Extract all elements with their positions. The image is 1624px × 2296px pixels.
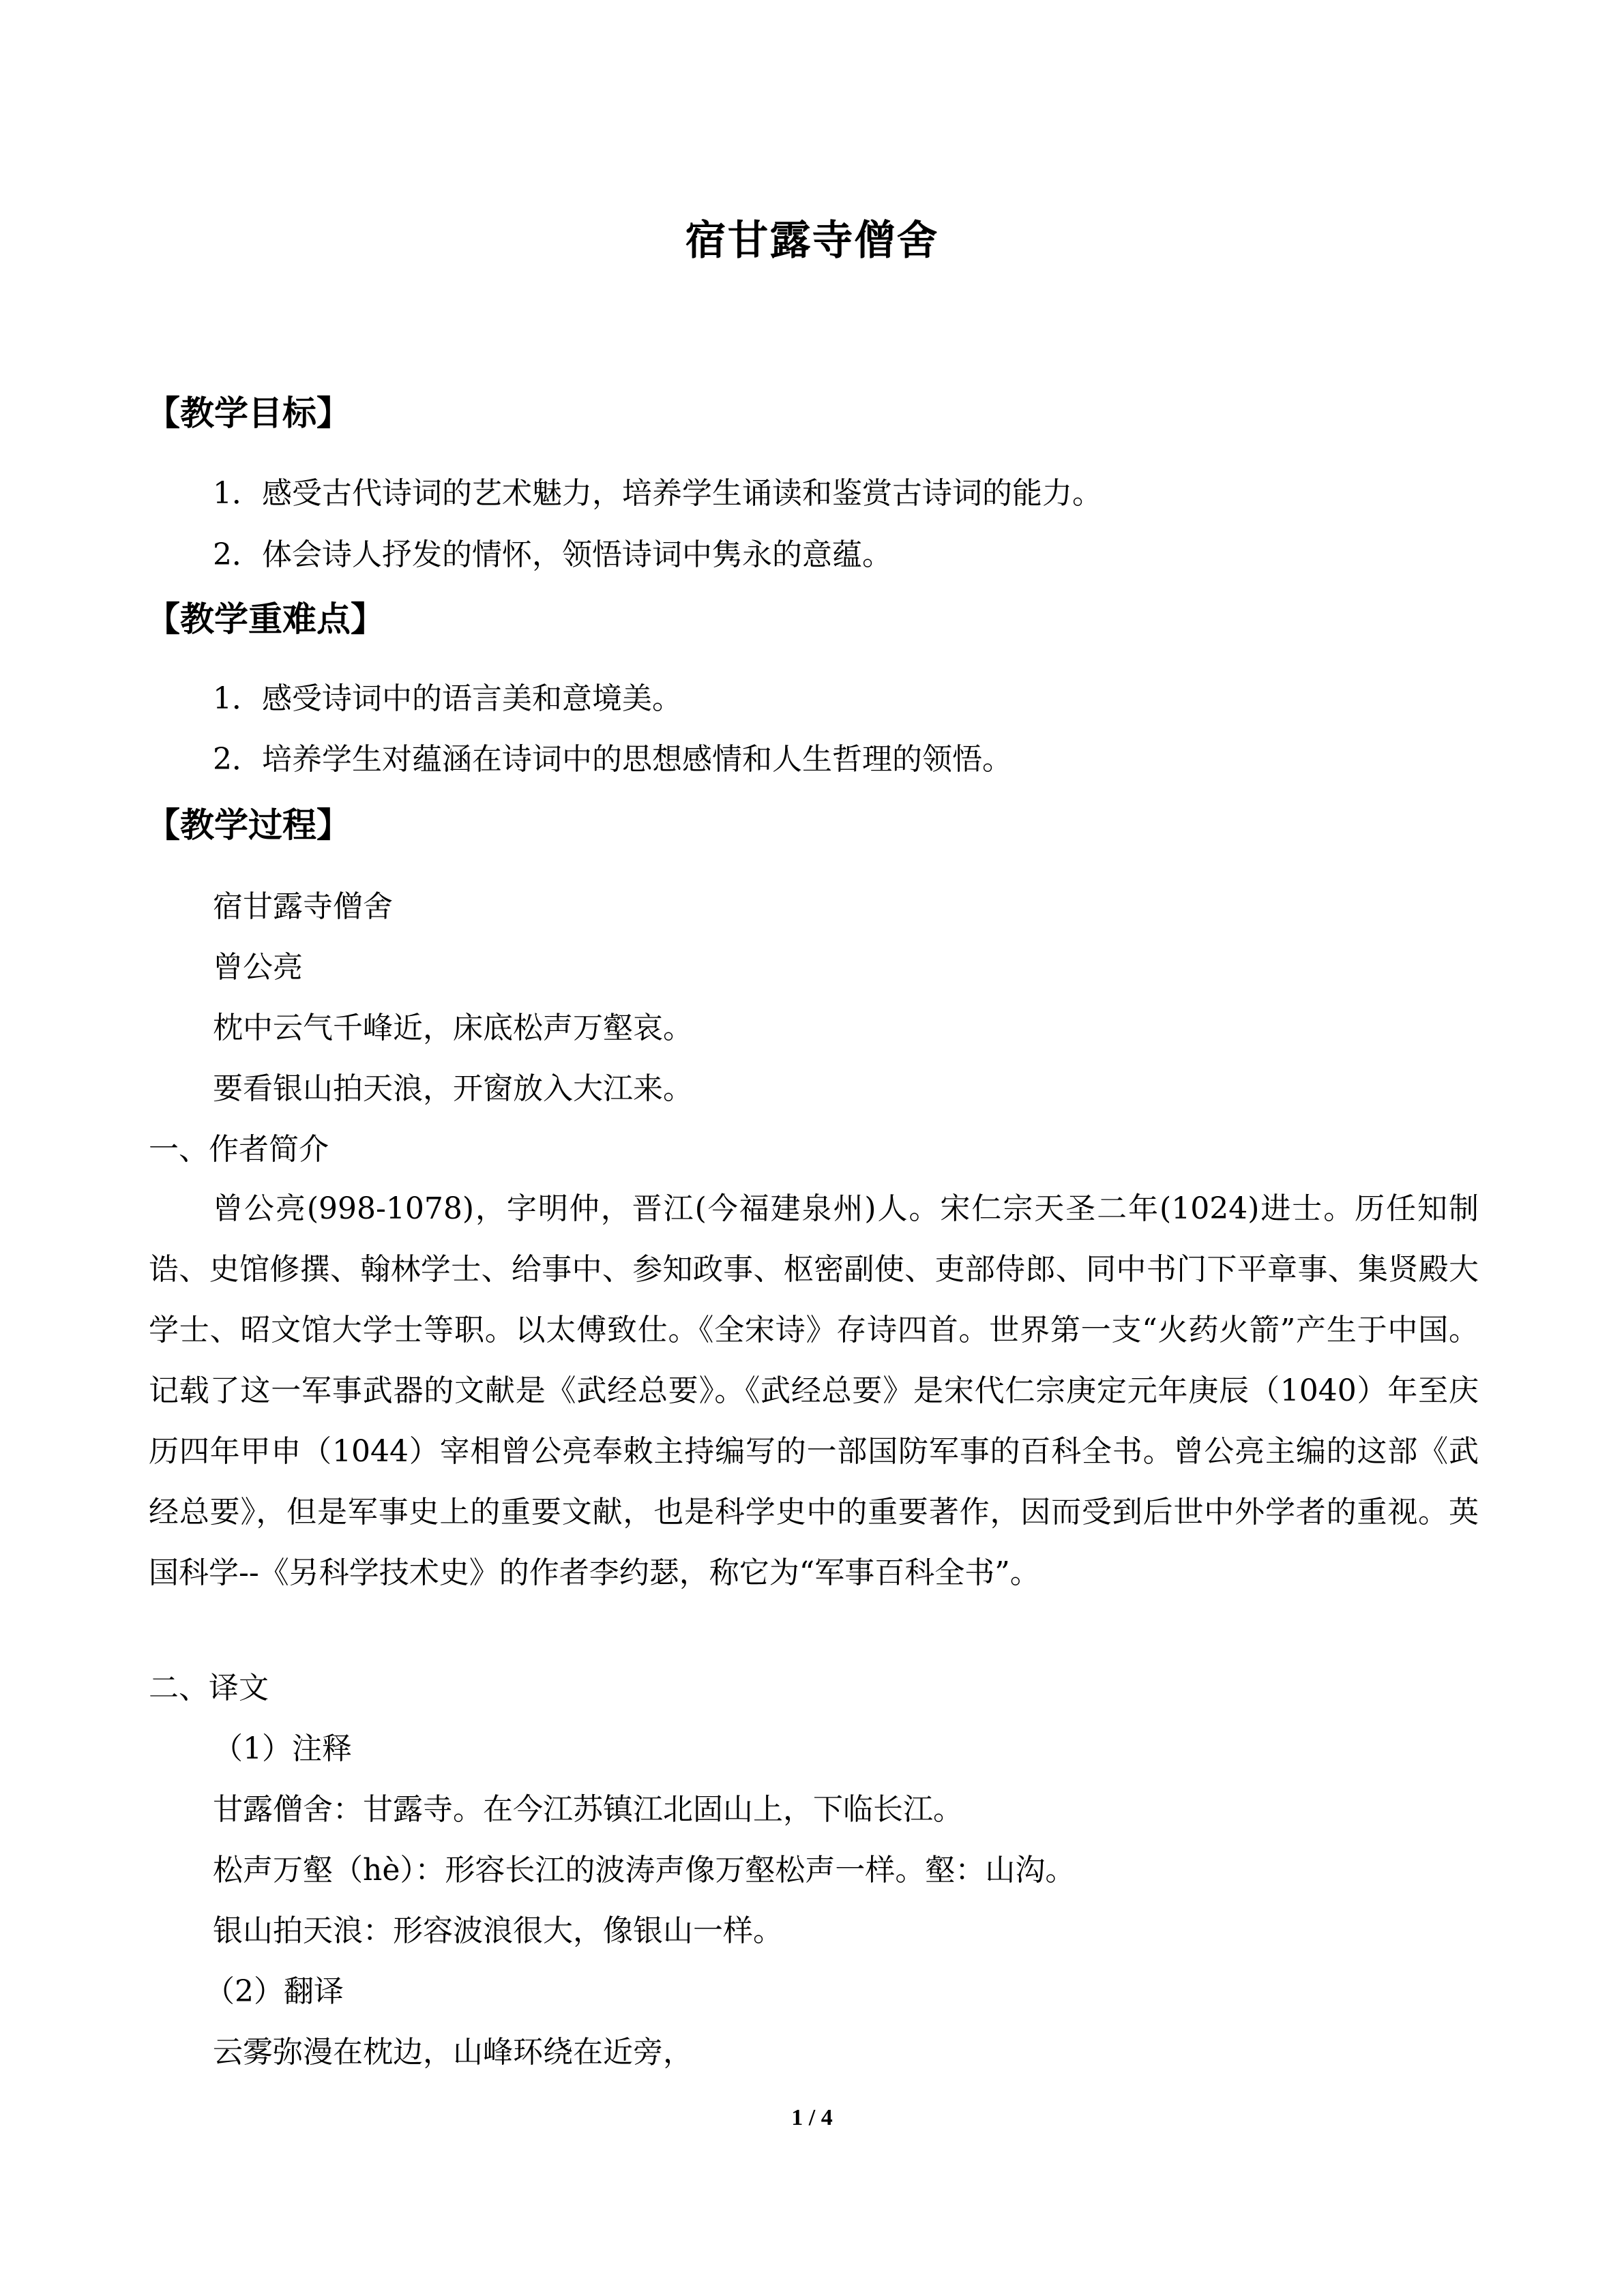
page-number: 1 / 4 (791, 2105, 833, 2130)
objective-item-1: 1．感受古代诗词的艺术魅力，培养学生诵读和鉴赏古诗词的能力。 (213, 476, 1102, 511)
poem-author: 曾公亮 (213, 950, 303, 985)
poem-line-1: 枕中云气千峰近，床底松声万壑哀。 (213, 1011, 693, 1045)
note-item-1: 甘露僧舍：甘露寺。在今江苏镇江北固山上，下临长江。 (213, 1792, 963, 1827)
page-title: 宿甘露寺僧舍 (685, 217, 939, 265)
note-item-2: 松声万壑（hè）：形容长江的波涛声像万壑松声一样。壑：山沟。 (213, 1853, 1076, 1888)
poem-line-2: 要看银山拍天浪，开窗放入大江来。 (213, 1071, 693, 1106)
translation-line-1: 云雾弥漫在枕边，山峰环绕在近旁， (213, 2035, 693, 2070)
author-intro-paragraph: 曾公亮(998-1078)，字明仲，晋江(今福建泉州)人。宋仁宗天圣二年(1024)进士。历任知制诰、史馆修撰、翰林学士、给事中、参知政事、枢密副使、吏部侍郎、同中书门下平章事、集贤殿大学士、昭文馆大学士等职。以太傅致仕。《全宋诗》存诗四首。世界第一支“火药火箭”产生于中国。记载了这一军事武器的文献是《武经总要》。《武经总要》是宋代仁宗庚定元年庚辰（1040）年至庆历四年甲申（1044）宰相曾公亮奉敕主持编写的一部国防军事的百科全书。曾公亮主编的这部《武经总要》，但是军事史上的重要文献，也是科学史中的重要著作，因而受到后世中外学者的重视。英国科学--《另科学技术史》的作者李约瑟，称它为“军事百科全书”。 (149, 1191, 1479, 1590)
objective-item-2: 2．体会诗人抒发的情怀，领悟诗词中隽永的意蕴。 (213, 537, 892, 572)
translation-heading: （2）翻译 (205, 1974, 344, 2009)
subsection-heading-translation: 二、译文 (149, 1671, 269, 1705)
section-heading-objectives: 【教学目标】 (146, 393, 351, 433)
notes-heading: （1）注释 (213, 1731, 352, 1766)
poem-title: 宿甘露寺僧舍 (213, 889, 393, 924)
subsection-heading-author-intro: 一、作者简介 (149, 1132, 329, 1167)
key-point-item-1: 1．感受诗词中的语言美和意境美。 (213, 681, 682, 716)
section-heading-process: 【教学过程】 (146, 805, 351, 845)
key-point-item-2: 2．培养学生对蕴涵在诗词中的思想感情和人生哲理的领悟。 (213, 742, 1012, 777)
note-item-3: 银山拍天浪：形容波浪很大，像银山一样。 (213, 1913, 783, 1948)
section-heading-key-points: 【教学重难点】 (146, 599, 385, 639)
